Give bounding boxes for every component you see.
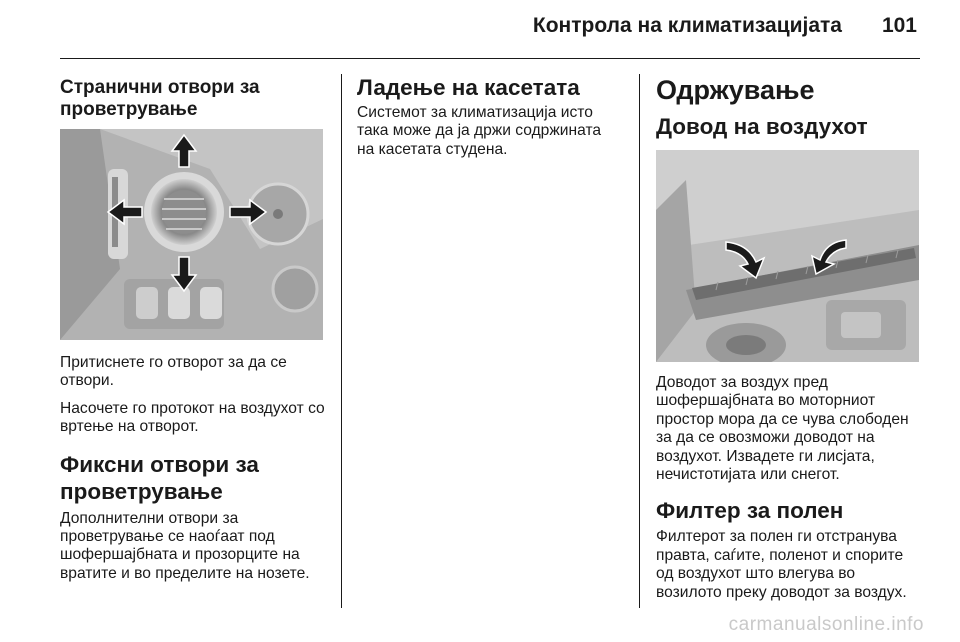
- heading-air-intake: Довод на воздухот: [656, 114, 868, 139]
- column-divider-left: [341, 74, 342, 608]
- heading-cooling-box: Ладење на касетата: [357, 75, 580, 100]
- page-number: 101: [881, 14, 917, 37]
- watermark: carmanualsonline.info: [728, 614, 924, 635]
- heading-maintenance: Одржување: [656, 75, 815, 105]
- left-column: [60, 77, 326, 583]
- side-vent-photo: [60, 129, 323, 340]
- middle-column: [357, 74, 625, 159]
- column-divider-right: [639, 74, 640, 608]
- running-header-title: Контрола на климатизацијата: [532, 14, 842, 37]
- para-open-vent: Притиснете го отворот за да се отвори.: [60, 354, 287, 390]
- right-column: [656, 74, 922, 602]
- para-cooling-box: Системот за климатизација исто така може да ја држи содржината на касетата студена.: [357, 104, 602, 158]
- para-air-intake: Доводот за воздух пред шофершајбната во моторниот простор мора да се чува слободен за да се овозможи доводот на воздухот. Извадете ги лисјата, нечистотијата или снегот.: [656, 374, 909, 484]
- heading-fixed-vents: Фиксни отвори за проветрување: [60, 451, 259, 504]
- para-pollen-filter: Филтерот за полен ги отстранува правта, саѓите, поленот и спорите од воздухот што влегува во возилото преку доводот за воздух.: [656, 528, 907, 601]
- heading-side-vents: Странични отвори за проветрување: [60, 77, 260, 120]
- air-intake-photo: [656, 150, 919, 362]
- header-rule: [60, 58, 920, 59]
- heading-pollen-filter: Филтер за полен: [656, 498, 844, 524]
- para-fixed-vents: Дополнителни отвори за проветрување се наоѓаат под шофершајбната и прозорците на вратите и во пределите на нозете.: [60, 509, 310, 582]
- para-direct-airflow: Насочете го протокот на воздухот со вртење на отворот.: [60, 399, 325, 436]
